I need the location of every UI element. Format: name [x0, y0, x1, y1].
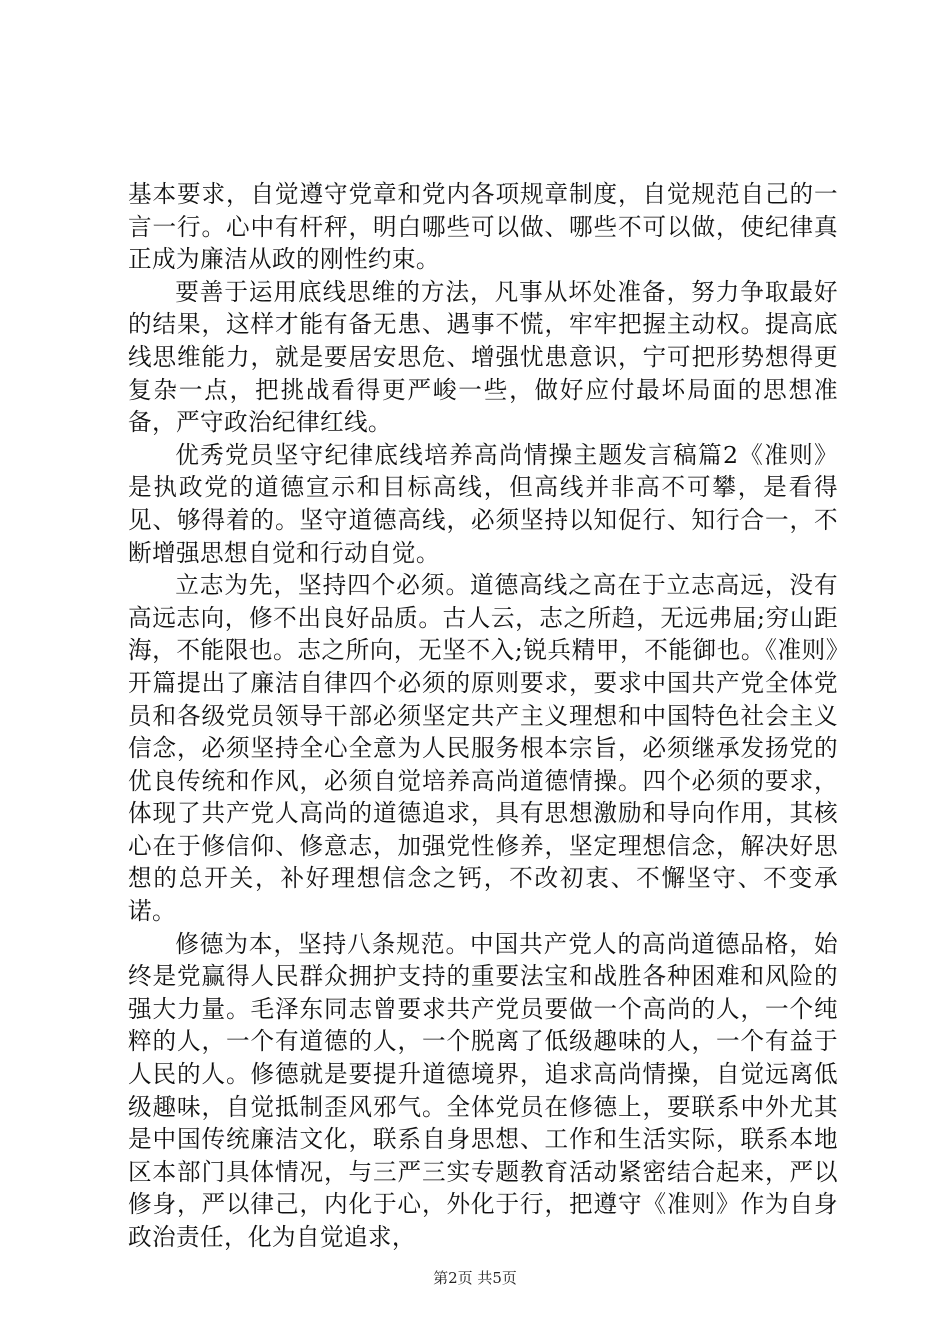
paragraph-2: 要善于运用底线思维的方法，凡事从坏处准备，努力争取最好的结果，这样才能有备无患、遇事不慌，牢牢把握主动权。提高底线思维能力，就是要居安思危、增强忧患意识，宁可把形势想得更复杂一点，把挑战看得更严峻一些，做好应付最坏局面的思想准备，严守政治纪律红线。 — [128, 277, 838, 437]
paragraph-4: 立志为先，坚持四个必须。道德高线之高在于立志高远，没有高远志向，修不出良好品质。古人云，志之所趋，无远弗届;穷山距海，不能限也。志之所向，无坚不入;锐兵精甲，不能御也。《准则》开篇提出了廉洁自律四个必须的原则要求，要求中国共产党全体党员和各级党员领导干部必须坚定共产主义理想和中国特色社会主义信念，必须坚持全心全意为人民服务根本宗旨，必须继承发扬党的优良传统和作风，必须自觉培养高尚道德情操。四个必须的要求，体现了共产党人高尚的道德追求，具有思想激励和导向作用，其核心在于修信仰、修意志，加强党性修养，坚定理想信念，解决好思想的总开关，补好理想信念之钙，不改初衷、不懈坚守、不变承诺。 — [128, 571, 838, 926]
paragraph-1: 基本要求，自觉遵守党章和党内各项规章制度，自觉规范自己的一言一行。心中有杆秤，明白哪些可以做、哪些不可以做，使纪律真正成为廉洁从政的刚性约束。 — [128, 180, 838, 274]
paragraph-5: 修德为本，坚持八条规范。中国共产党人的高尚道德品格，始终是党赢得人民群众拥护支持的重要法宝和战胜各种困难和风险的强大力量。毛泽东同志曾要求共产党员要做一个高尚的人，一个纯粹的人，一个有道德的人，一个脱离了低级趣味的人，一个有益于人民的人。修德就是要提升道德境界，追求高尚情操，自觉远离低级趣味，自觉抵制歪风邪气。全体党员在修德上，要联系中外尤其是中国传统廉洁文化，联系自身思想、工作和生活实际，联系本地区本部门具体情况，与三严三实专题教育活动紧密结合起来，严以修身，严以律己，内化于心，外化于行，把遵守《准则》作为自身政治责任，化为自觉追求， — [128, 929, 838, 1251]
paragraph-3: 优秀党员坚守纪律底线培养高尚情操主题发言稿篇2《准则》是执政党的道德宣示和目标高线，但高线并非高不可攀，是看得见、够得着的。坚守道德高线，必须坚持以知促行、知行合一，不断增强思想自觉和行动自觉。 — [128, 440, 838, 567]
document-body — [128, 178, 838, 1254]
page-number-footer: 第2页 共5页 — [433, 1269, 517, 1287]
